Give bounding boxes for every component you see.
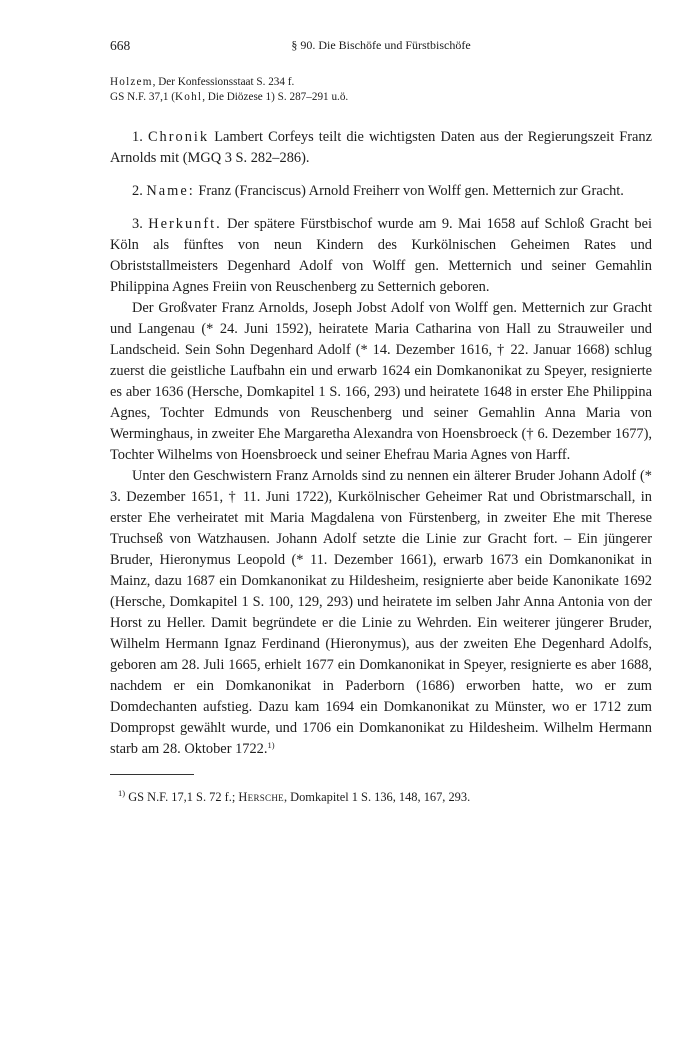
paragraph-keyword: Chronik bbox=[147, 129, 210, 145]
body-text bbox=[110, 127, 652, 760]
paragraph-keyword: Name: bbox=[146, 183, 195, 199]
literature-text: , Die Diözese 1) S. 287–291 u.ö. bbox=[202, 91, 349, 103]
running-head bbox=[110, 38, 652, 58]
literature-prefix: GS N.F. 37,1 ( bbox=[110, 91, 175, 103]
paragraph-text: Der spätere Fürstbischof wurde am 9. Mai 1658 auf Schloß Gracht bei Köln als fünftes von neun Kindern des Kurkölnischen Geheimen Rates und Obriststallmeisters Degenhard Adolf von Wolff gen. Metternich und seiner Gemahlin Philippina Agnes Freiin von Reuschenberg zu Setternich geboren. bbox=[110, 216, 652, 295]
paragraph-text: Unter den Geschwistern Franz Arnolds sind zu nennen ein älterer Bruder Johann Adolf (* 3. Dezember 1651, † 11. Juni 1722), Kurkölnischer Geheimer Rat und Obristmarschall, in erster Ehe verheiratet mit Maria Magdalena von Fürstenberg, in zweiter Ehe mit Therese Truchseß von Watzhausen. Johann Adolf setzte die Linie zur Gracht fort. – Ein jüngerer Bruder, Hieronymus Leopold (* 11. Dezember 1661), erwarb 1673 ein Domkanonikat in Mainz, dazu 1687 ein Domkanonikat zu Hildesheim, resignierte aber beide Kanonikate 1692 (Hersche, Domkapitel 1 S. 100, 129, 293) und heiratete im selben Jahr Anna Antonia von der Horst zu Heller. Damit begründete er die Linie zu Wehrden. Ein weiterer jüngerer Bruder, Wilhelm Hermann Ignaz Ferdinand (Hieronymus), aus der zweiten Ehe Degenhard Adolfs, geboren am 28. Juli 1665, erhielt 1677 ein Domkanonikat in Speyer, resignierte es aber 1688, nachdem er ein Domkanonikat in Paderborn (1686) erworben hatte, wo er zum Domdechanten aufstieg. Dazu kam 1694 ein Domkanonikat zu Münster, wo er 1712 zum Dompropst gewählt wurde, und 1706 ein Domkanonikat zu Hildesheim. Wilhelm Hermann starb am 28. Oktober 1722. bbox=[110, 468, 652, 757]
literature-list bbox=[110, 75, 652, 105]
paragraph-geschwister bbox=[110, 466, 652, 760]
section-title: § 90. Die Bischöfe und Fürstbischöfe bbox=[291, 38, 471, 52]
paragraph-text: Lambert Corfeys teilt die wichtigsten Daten aus der Regierungszeit Franz Arnolds mit (MGQ 3 S. 282–286). bbox=[110, 129, 652, 166]
paragraph-number: 3. bbox=[132, 216, 143, 232]
literature-text: , Der Konfessionsstaat S. 234 f. bbox=[152, 76, 295, 88]
literature-author: Kohl bbox=[175, 91, 203, 103]
footnote bbox=[110, 789, 652, 805]
paragraph-number: 1. bbox=[132, 129, 143, 145]
paragraph-herkunft bbox=[110, 214, 652, 298]
paragraph-name bbox=[110, 181, 652, 202]
paragraph-text: Franz (Franciscus) Arnold Freiherr von Wolff gen. Metternich zur Gracht. bbox=[198, 183, 624, 199]
footnote-reference: 1) bbox=[267, 740, 275, 750]
page-number: 668 bbox=[110, 38, 131, 53]
footnote-text: GS N.F. 17,1 S. 72 f.; bbox=[128, 790, 239, 804]
paragraph-chronik bbox=[110, 127, 652, 169]
literature-entry bbox=[110, 75, 652, 90]
page bbox=[110, 38, 652, 805]
literature-entry bbox=[110, 90, 652, 105]
footnote-text: , Domkapitel 1 S. 136, 148, 167, 293. bbox=[283, 790, 471, 804]
paragraph-grossvater: Der Großvater Franz Arnolds, Joseph Jobst Adolf von Wolff gen. Metternich zur Gracht und Langenau (* 24. Juni 1592), heiratete Maria Catharina von Hall zu Strauweiler und Landscheid. Sein Sohn Degenhard Adolf (* 14. Dezember 1616, † 22. Januar 1668) schlug zuerst die geistliche Laufbahn ein und erwarb 1624 ein Domkanonikat zu Speyer, resignierte es aber 1636 (Hersche, Domkapitel 1 S. 166, 293) und heiratete 1648 in erster Ehe Philippina Agnes, Tochter Edmunds von Reuschenberg und seiner Gemahlin Anna Maria von Werminghaus, in zweiter Ehe Margaretha Alexandra von Hoensbroeck († 6. Dezember 1677), Tochter Wilhelms von Hoensbroeck und seiner Ehefrau Maria Agnes von Harff. bbox=[110, 300, 652, 463]
paragraph-keyword: Herkunft. bbox=[148, 216, 222, 232]
literature-author: Holzem bbox=[110, 76, 153, 88]
footnote-author: Hersche bbox=[238, 790, 284, 804]
footnote-rule bbox=[110, 774, 194, 775]
footnote-marker: 1) bbox=[118, 788, 126, 798]
paragraph-number: 2. bbox=[132, 183, 143, 199]
